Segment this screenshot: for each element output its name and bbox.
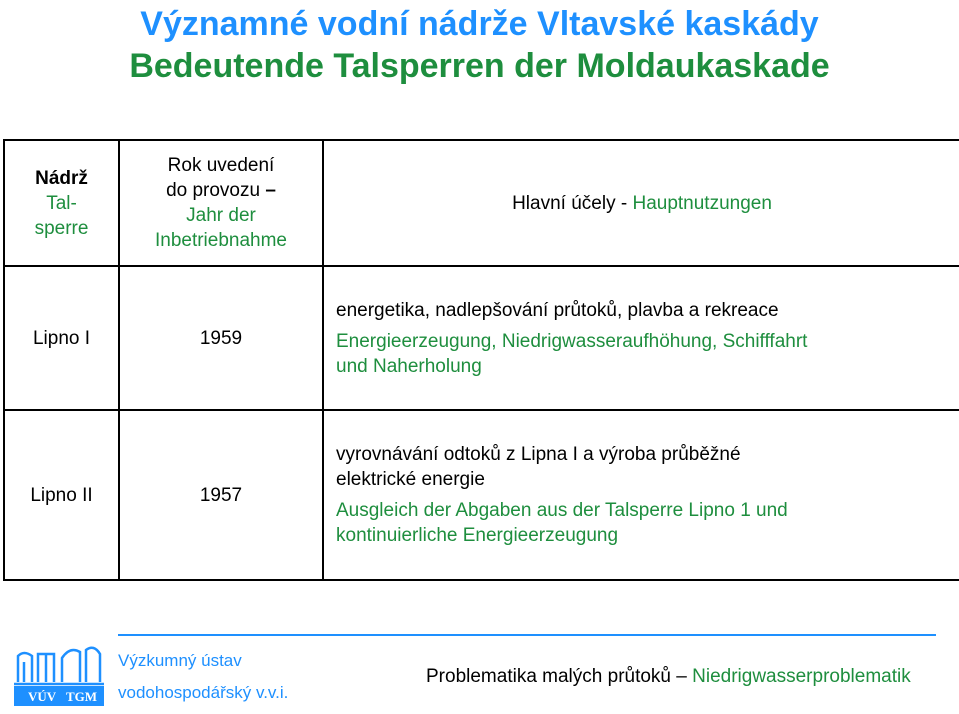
- footer-topic-de: Niedrigwasserproblematik: [692, 666, 911, 687]
- footer-topic-cz: Problematika malých průtoků: [426, 666, 671, 687]
- header-year-de-1: Jahr der: [186, 205, 256, 226]
- table-header-row: [4, 140, 959, 266]
- row-name: Lipno II: [4, 410, 119, 580]
- header-purpose-de: Hauptnutzungen: [632, 192, 772, 214]
- header-year-de-2: Inbetriebnahme: [154, 230, 288, 251]
- table-row: [4, 410, 959, 580]
- row-purpose: [323, 410, 959, 580]
- footer-topic-dash: –: [676, 666, 687, 687]
- header-reservoir: [4, 140, 119, 266]
- row-year: 1959: [119, 266, 323, 410]
- header-year-cz-1: Rok uvedení: [167, 155, 275, 176]
- row-purpose-de-2: und Naherholung: [336, 355, 482, 377]
- title-german: Bedeutende Talsperren der Moldaukaskade: [129, 47, 830, 85]
- row-name: Lipno I: [4, 266, 119, 410]
- vuv-tgm-logo-icon: [10, 642, 106, 708]
- row-purpose: [323, 266, 959, 410]
- row-purpose-de-1: Ausgleich der Abgaben aus der Talsperre Lipno 1 und: [336, 500, 788, 521]
- table-row: [4, 266, 959, 410]
- logo-text-tgm: TGM: [66, 689, 98, 704]
- institute-name-line1: Výzkumný ústav: [118, 651, 242, 670]
- header-year: [119, 140, 323, 266]
- header-year-cz-2-wrap: [120, 178, 322, 203]
- header-reservoir-de-1: Tal-: [46, 192, 77, 214]
- title-czech: Významné vodní nádrže Vltavské kaskády: [140, 5, 819, 43]
- row-year: 1957: [119, 410, 323, 580]
- header-year-dash: –: [265, 180, 276, 201]
- header-reservoir-de-2: sperre: [34, 217, 89, 239]
- row-purpose-cz-1: vyrovnávání odtoků z Lipna I a výroba průběžné: [336, 444, 741, 465]
- header-reservoir-cz: Nádrž: [35, 167, 88, 189]
- header-purpose: [323, 140, 959, 266]
- footer-divider: [118, 634, 936, 636]
- institute-name-line2: vodohospodářský v.v.i.: [118, 683, 289, 702]
- row-purpose-de-1: Energieerzeugung, Niedrigwasseraufhöhung, Schifffahrt: [336, 330, 808, 352]
- row-purpose-cz: energetika, nadlepšování průtoků, plavba a rekreace: [336, 299, 779, 321]
- logo-text-vuv: VÚV: [28, 689, 57, 704]
- header-purpose-cz: Hlavní účely: [512, 192, 616, 214]
- row-purpose-de-2: kontinuierliche Energieerzeugung: [336, 525, 619, 546]
- header-year-cz-2: do provozu: [166, 180, 261, 201]
- row-purpose-cz-2: elektrické energie: [336, 469, 485, 490]
- header-purpose-sep: -: [615, 192, 633, 214]
- reservoir-table: [3, 139, 959, 581]
- footer-topic: [426, 666, 911, 688]
